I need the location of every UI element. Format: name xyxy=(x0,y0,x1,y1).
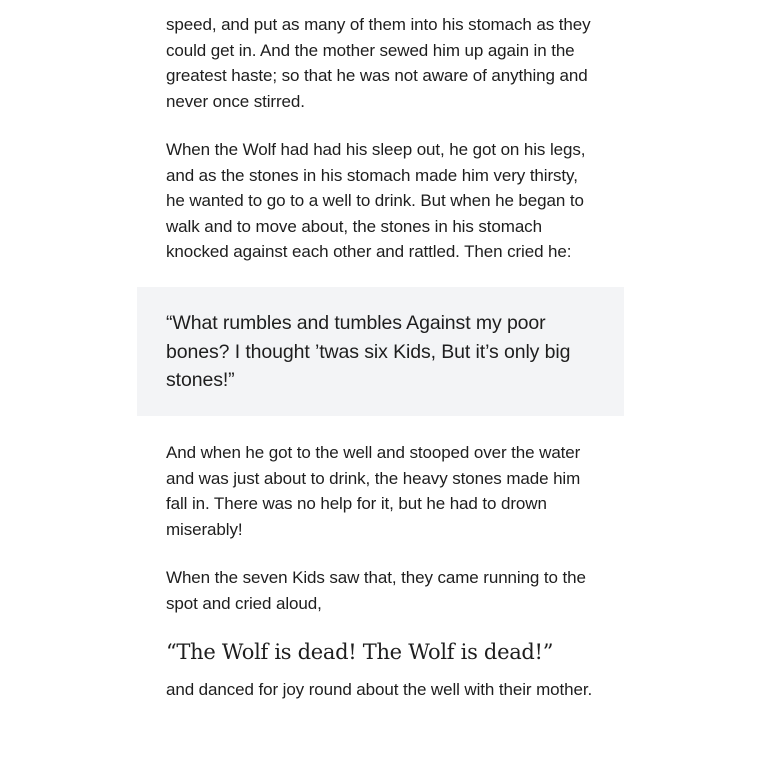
wolf-quote-block xyxy=(137,287,624,416)
story-paragraph: speed, and put as many of them into his stomach as they could get in. And the mother sewed him up again in the greatest haste; so that he was not aware of anything and never once stirred. xyxy=(166,15,591,111)
wolf-quote-text: “What rumbles and tumbles Against my poor bones? I thought ’twas six Kids, But it’s only big stones!” xyxy=(166,312,571,391)
story-paragraph: And when he got to the well and stooped over the water and was just about to drink, the heavy stones made him fall in. There was no help for it, but he had to drown miserably! xyxy=(166,443,581,539)
story-paragraph: When the seven Kids saw that, they came running to the spot and cried aloud, xyxy=(166,568,586,613)
kids-exclamation-heading: “The Wolf is dead! The Wolf is dead!” xyxy=(166,640,554,664)
story-paragraph: and danced for joy round about the well with their mother. xyxy=(166,680,593,699)
story-paragraph: When the Wolf had had his sleep out, he got on his legs, and as the stones in his stomach made him very thirsty, he wanted to go to a well to drink. But when he began to walk and to move about, the stones in his stomach knocked against each other and rattled. Then cried he: xyxy=(166,140,586,261)
